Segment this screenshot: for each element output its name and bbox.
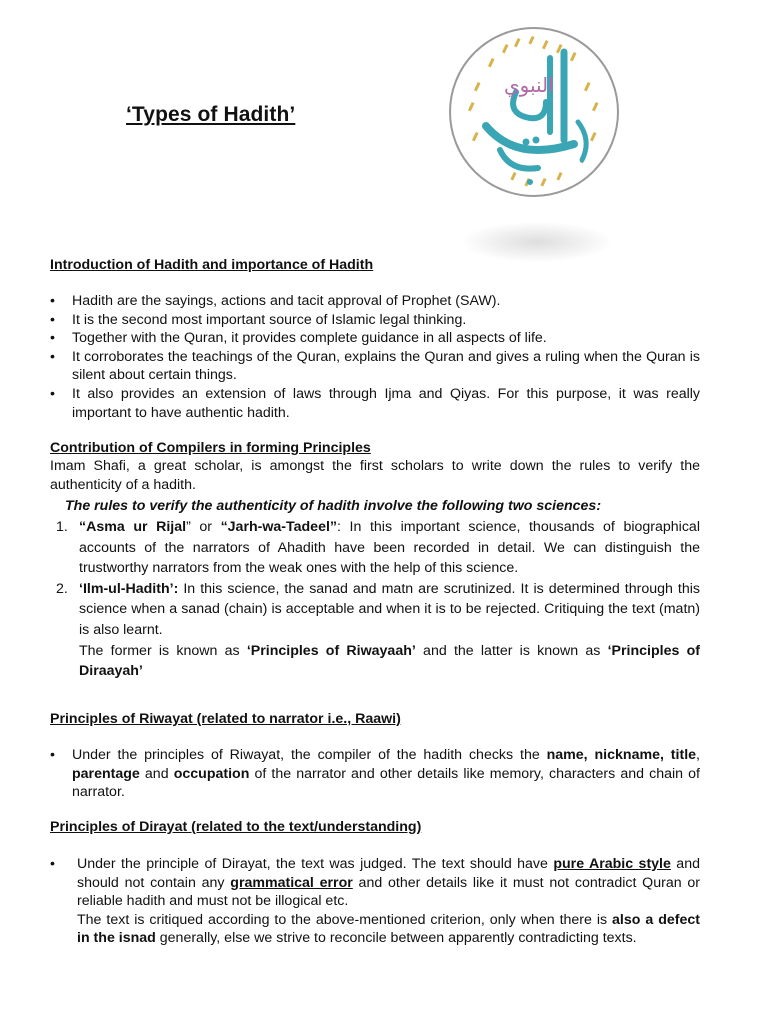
dirayat-bullet-list xyxy=(50,855,700,948)
list-item: 1. “Asma ur Rijal” or “Jarh-wa-Tadeel”: In this important science, thousands of biographical accounts of the narrators of Ahadith have been recorded in detail. We can distinguish the trustworthy narrators from the weak ones with the help of this science. xyxy=(56,519,700,577)
page-title: ‘Types of Hadith’ xyxy=(126,103,296,126)
dirayat-heading: Principles of Dirayat (related to the text/understanding) xyxy=(50,819,422,835)
list-item: 2. ‘Ilm-ul-Hadith’: In this science, the sanad and matn are scrutinized. It is determined through this science when a sanad (chain) is acceptable and when it is to be rejected. Critiquing the text (matn) is also learnt. The former is known as ‘Principles of Riwayaah’ and the latter is known as ‘Principles of Diraayah’ xyxy=(56,580,700,680)
list-item: • It corroborates the teachings of the Quran, explains the Quran and gives a ruling when the Quran is silent about certain things. xyxy=(50,348,700,385)
list-item: • Under the principles of Riwayat, the compiler of the hadith checks the name, nickname, title, parentage and occupation of the narrator and other details like memory, characters and chain of narrator. xyxy=(50,746,700,802)
sciences-intro: The rules to verify the authenticity of hadith involve the following two sciences: xyxy=(65,498,602,514)
riwayat-bullet-list xyxy=(50,746,700,802)
intro-heading: Introduction of Hadith and importance of Hadith xyxy=(50,257,374,273)
list-item: • It is the second most important source of Islamic legal thinking. xyxy=(50,311,700,330)
hadith-calligraphy-logo xyxy=(446,22,622,202)
term-principles-diraayah: ‘Principles of Diraayah’ xyxy=(79,642,700,680)
term-ilm-ul-hadith: ‘Ilm-ul-Hadith’: xyxy=(79,580,179,597)
small-arabic-text: النبوي xyxy=(504,73,554,97)
intro-bullet-list xyxy=(50,292,700,422)
item-number: 2. xyxy=(56,580,68,597)
list-item: • Together with the Quran, it provides complete guidance in all aspects of life. xyxy=(50,329,700,348)
list-item: • Hadith are the sayings, actions and tacit approval of Prophet (SAW). xyxy=(50,292,700,311)
riwayat-heading: Principles of Riwayat (related to narrator i.e., Raawi) xyxy=(50,711,401,727)
compilers-heading: Contribution of Compilers in forming Principles xyxy=(50,440,371,456)
list-item: • It also provides an extension of laws through Ijma and Qiyas. For this purpose, it was really important to have authentic hadith. xyxy=(50,385,700,422)
sciences-list xyxy=(50,517,700,682)
term-principles-riwayaah: ‘Principles of Riwayaah’ xyxy=(246,642,416,659)
list-item: • Under the principle of Dirayat, the text was judged. The text should have pure Arabic style and should not contain any grammatical error and other details like it must not contradict Quran or reliable hadith and must not be illogical etc. The text is critiqued according to the above-mentioned criterion, only when there is also a defect in the isnad generally, else we strive to reconcile between apparently contradicting texts. xyxy=(50,855,700,948)
term-asma-ur-rijal: “Asma ur Rijal xyxy=(79,519,187,535)
item-number: 1. xyxy=(56,519,68,535)
term-jarh-wa-tadeel: “Jarh-wa-Tadeel” xyxy=(220,519,338,535)
logo-shadow xyxy=(462,222,612,262)
compilers-paragraph: Imam Shafi, a great scholar, is amongst the first scholars to write down the rules to verify the authenticity of a hadith. xyxy=(50,458,700,493)
